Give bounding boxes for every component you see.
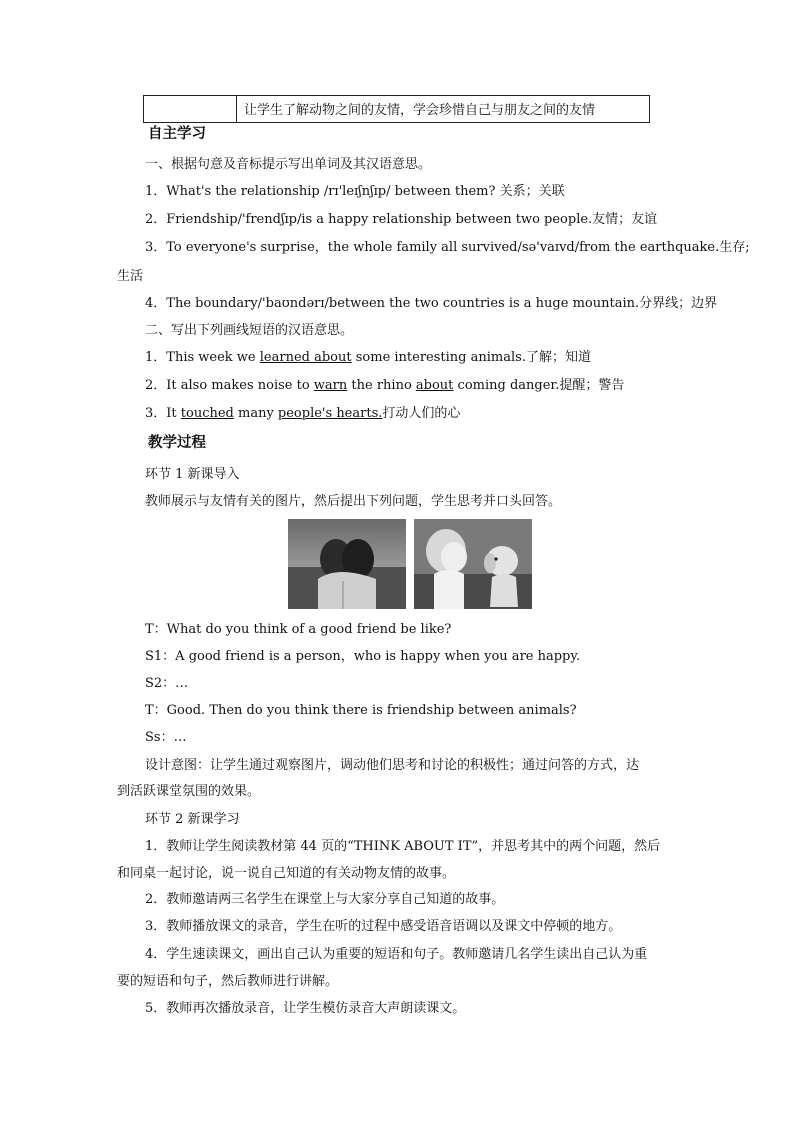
step2-item-4-line1: 4．学生速读课文，画出自己认为重要的短语和句子。教师邀请几名学生读出自己认为重 xyxy=(145,947,648,962)
step2-item-1-line2: 和同桌一起讨论，说一说自己知道的有关动物友情的故事。 xyxy=(117,866,456,881)
phrase-text: the rhino xyxy=(347,378,416,393)
design-intent-line1: 设计意图：让学生通过观察图片，调动他们思考和讨论的积极性；通过问答的方式，达 xyxy=(145,758,640,773)
phrase-text: 打动人们的心 xyxy=(382,406,461,421)
underlined-phrase: learned about xyxy=(259,350,352,365)
step2-item-1-line1: 1．教师让学生阅读教材第 44 页的“THINK ABOUT IT”，并思考其中的两个问题，然后 xyxy=(145,839,661,854)
dialog-line-1: T：What do you think of a good friend be like? xyxy=(145,622,452,637)
part1-title: 一、根据句意及音标提示写出单词及其汉语意思。 xyxy=(145,157,432,172)
underlined-phrase: warn xyxy=(313,378,348,393)
underlined-phrase: people's hearts. xyxy=(277,406,383,421)
photo-girl-with-puppy xyxy=(414,519,532,609)
step2-item-4-line2: 要的短语和句子，然后教师进行讲解。 xyxy=(117,974,339,989)
section-heading-teaching-process: 教学过程 xyxy=(148,435,206,451)
phrase-item-3 xyxy=(145,404,685,424)
vocab-item-2: 2．Friendship/'frendʃɪp/is a happy relationship between two people.友情；友谊 xyxy=(145,212,658,227)
phrase-text: many xyxy=(233,406,278,421)
phrase-text: 1．This week we xyxy=(145,350,260,365)
phrase-text: coming danger.提醒；警告 xyxy=(453,378,625,393)
vocab-item-4: 4．The boundary/'baʊndərɪ/between the two countries is a huge mountain.分界线；边界 xyxy=(145,296,718,311)
design-intent-line2: 到活跃课堂氛围的效果。 xyxy=(117,784,261,799)
step2-item-3: 3．教师播放课文的录音，学生在听的过程中感受语音语调以及课文中停顿的地方。 xyxy=(145,919,622,934)
dialog-line-5: Ss：… xyxy=(145,730,187,745)
section-heading-self-study: 自主学习 xyxy=(148,126,206,142)
step1-title: 环节 1 新课导入 xyxy=(145,467,240,482)
step2-item-5: 5．教师再次播放录音，让学生模仿录音大声朗读课文。 xyxy=(145,1001,466,1016)
dialog-line-4: T：Good. Then do you think there is friendship between animals? xyxy=(145,703,577,718)
step2-item-2: 2．教师邀请两三名学生在课堂上与大家分享自己知道的故事。 xyxy=(145,892,505,907)
phrase-text: 3．It xyxy=(145,406,181,421)
dialog-line-2: S1：A good friend is a person，who is happy when you are happy. xyxy=(145,649,581,664)
photo-two-girls xyxy=(288,519,406,609)
phrase-item-2 xyxy=(145,376,685,396)
vocab-item-3: 3．To everyone's surprise，the whole family all survived/sə'vaɪvd/from the earthquake.生存; xyxy=(145,240,750,255)
part2-title: 二、写出下列画线短语的汉语意思。 xyxy=(145,323,354,338)
objective-table xyxy=(143,95,650,123)
phrase-text: 2．It also makes noise to xyxy=(145,378,314,393)
phrase-text: some interesting animals.了解；知道 xyxy=(351,350,591,365)
dialog-line-3: S2：… xyxy=(145,676,189,691)
table-left-cell xyxy=(144,96,237,122)
table-right-cell: 让学生了解动物之间的友情，学会珍惜自己与朋友之间的友情 xyxy=(244,103,596,118)
step2-title: 环节 2 新课学习 xyxy=(145,812,240,827)
underlined-phrase: about xyxy=(415,378,454,393)
step1-intro: 教师展示与友情有关的图片，然后提出下列问题，学生思考并口头回答。 xyxy=(145,494,562,509)
underlined-phrase: touched xyxy=(180,406,234,421)
vocab-item-3-continued: 生活 xyxy=(117,269,144,284)
phrase-item-1 xyxy=(145,348,685,368)
vocab-item-1: 1．What's the relationship /rɪ'leɪʃnʃɪp/ between them? 关系；关联 xyxy=(145,184,565,199)
